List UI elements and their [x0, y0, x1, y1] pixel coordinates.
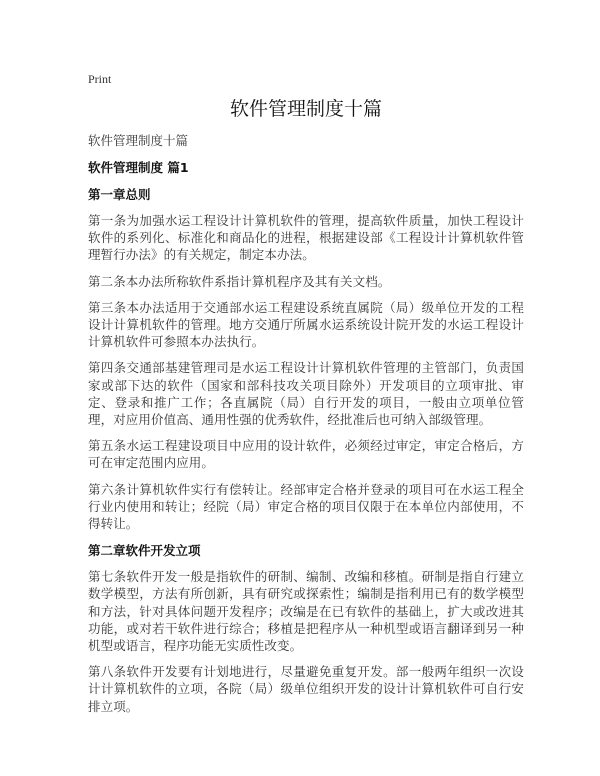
document-title: 软件管理制度十篇 — [229, 98, 382, 120]
article-paragraph: 第五条水运工程建设项目中应用的设计软件，必须经过审定，审定合格后，方可在审定范围内应用。 — [88, 438, 524, 471]
chapter-heading: 第一章总则 — [88, 187, 151, 202]
article-paragraph: 第一条为加强水运工程设计计算机软件的管理，提高软件质量，加快工程设计软件的系列化、标准化和商品化的进程，根据建设部《工程设计计算机软件管理暂行办法》的有关规定，制定本办法。 — [88, 213, 524, 263]
article-paragraph: 第四条交通部基建管理司是水运工程设计计算机软件管理的主管部门，负责国家或部下达的软件（国家和部科技攻关项目除外）开发项目的立项审批、审定、登录和推广工作；各直属院（局）自行开发的项目，一般由立项单位管理，对应用价值高、通用性强的优秀软件，经批准后也可纳入部级管理。 — [88, 360, 524, 428]
document-subtitle: 软件管理制度十篇 — [88, 133, 189, 148]
chapter-heading: 第二章软件开发立项 — [88, 543, 201, 559]
article-paragraph: 第二条本办法所称软件系指计算机程序及其有关文档。 — [88, 273, 391, 289]
print-label: Print — [88, 72, 112, 86]
article-paragraph: 第七条软件开发一般是指软件的研制、编制、改编和移植。研制是指自行建立数学模型，方法有所创新，具有研究或探索性；编制是指利用已有的数学模型和方法，针对具体问题开发程序；改编是在已有软件的基础上，扩大或改进其功能，或对若干软件进行综合；移植是把程序从一种机型或语言翻译到另一种机型或语言，程序功能无实质性改变。 — [88, 569, 524, 654]
article-paragraph: 第三条本办法适用于交通部水运工程建设系统直属院（局）级单位开发的工程设计计算机软件的管理。地方交通厅所属水运系统设计院开发的水运工程设计计算机软件可参照本办法执行。 — [88, 299, 524, 350]
article-paragraph: 第八条软件开发要有计划地进行，尽量避免重复开发。部一般两年组织一次设计计算机软件的立项，各院（局）级单位组织开发的设计计算机软件可自行安排立项。 — [88, 664, 524, 714]
article-paragraph: 第六条计算机软件实行有偿转让。经部审定合格并登录的项目可在水运工程全行业内使用和转让；经院（局）审定合格的项目仅限于在本单位内部使用，不得转让。 — [88, 481, 524, 532]
document-page — [88, 70, 524, 715]
section-title: 软件管理制度 篇1 — [88, 160, 189, 175]
